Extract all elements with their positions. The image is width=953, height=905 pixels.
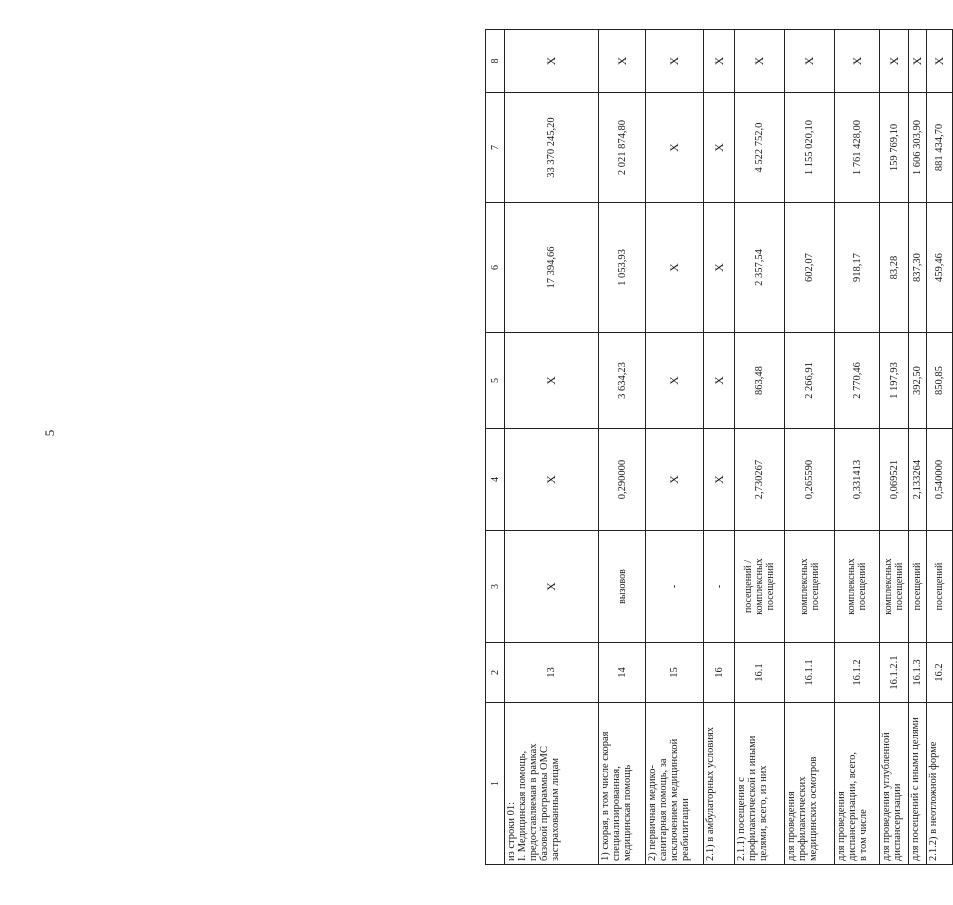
value-cell: 17 394,66 (505, 203, 599, 333)
row-name-cell (704, 703, 735, 865)
page-number: 5 (42, 429, 57, 437)
value-cell: X (646, 30, 704, 93)
row-name-cell (909, 703, 927, 865)
value-cell: 2 357,54 (735, 203, 785, 333)
unit-cell: комплексных посещений (880, 531, 909, 643)
value-cell: 2 770,46 (835, 333, 880, 429)
header-cell: 8 (486, 30, 505, 93)
row-name-line: профилактических (797, 776, 808, 861)
value-cell: 1 197,93 (880, 333, 909, 429)
row-name-line: застрахованным лицам (550, 757, 561, 861)
row-name-cell (880, 703, 909, 865)
value-cell: X (505, 30, 599, 93)
table-row (704, 30, 735, 865)
value-cell: X (599, 30, 646, 93)
row-name-line: специализированная, (611, 766, 622, 861)
row-name-line: I. Медицинская помощь, (517, 750, 528, 861)
row-name-cell (785, 703, 835, 865)
row-code-cell: 16.2 (927, 643, 953, 703)
table-row (785, 30, 835, 865)
value-cell: 602,07 (785, 203, 835, 333)
unit-cell: посещений (927, 531, 953, 643)
row-code-cell: 16.1.3 (909, 643, 927, 703)
unit-cell: - (646, 531, 704, 643)
value-cell: X (880, 30, 909, 93)
row-name-cell (735, 703, 785, 865)
value-cell: 918,17 (835, 203, 880, 333)
row-name-line: диспансеризации (892, 783, 903, 861)
value-cell: 1 053,93 (599, 203, 646, 333)
unit-cell: X (505, 531, 599, 643)
value-cell: X (704, 203, 735, 333)
value-cell: X (704, 333, 735, 429)
unit-line: комплексных посещений (754, 558, 776, 615)
row-name-line: 1) скорая, в том числе скорая (600, 731, 611, 861)
row-name-line: исключением медицинской (669, 738, 680, 861)
row-code-cell: 16.1.2.1 (880, 643, 909, 703)
value-cell: 0,540000 (927, 429, 953, 531)
value-cell: X (646, 333, 704, 429)
unit-cell: комплексных посещений (835, 531, 880, 643)
row-name-line: базовой программы ОМС (539, 746, 550, 861)
value-cell: X (505, 429, 599, 531)
unit-cell: комплексных посещений (785, 531, 835, 643)
header-cell: 3 (486, 531, 505, 643)
value-cell: X (646, 93, 704, 203)
value-cell: X (704, 93, 735, 203)
row-name-cell (599, 703, 646, 865)
row-code-cell: 13 (505, 643, 599, 703)
row-code-cell: 14 (599, 643, 646, 703)
row-name-cell (927, 703, 953, 865)
row-name-line: предоставляемая в рамках (528, 743, 539, 861)
header-cell: 5 (486, 333, 505, 429)
table-row (599, 30, 646, 865)
row-name-line: 2.1) в амбулаторных условиях (705, 726, 716, 861)
table-row (927, 30, 953, 865)
unit-cell: посещений (909, 531, 927, 643)
value-cell: 881 434,70 (927, 93, 953, 203)
row-name-line: для проведения углубленной (881, 732, 892, 861)
row-name-line: в том числе (858, 809, 869, 861)
header-cell: 6 (486, 203, 505, 333)
row-code-cell: 16.1.2 (835, 643, 880, 703)
value-cell: 83,28 (880, 203, 909, 333)
unit-cell: вызовов (599, 531, 646, 643)
value-cell: X (646, 429, 704, 531)
table-row (880, 30, 909, 865)
value-cell: 2 021 874,80 (599, 93, 646, 203)
row-code-cell: 16 (704, 643, 735, 703)
value-cell: 3 634,23 (599, 333, 646, 429)
unit-cell (735, 531, 785, 643)
value-cell: X (704, 30, 735, 93)
row-code-cell: 16.1 (735, 643, 785, 703)
row-name-line: 2.1.2) в неотложной форме (928, 741, 939, 861)
table-row (505, 30, 599, 865)
row-name-cell (505, 703, 599, 865)
row-code-cell: 15 (646, 643, 704, 703)
value-cell: X (704, 429, 735, 531)
row-name-line: медицинских осмотров (808, 756, 819, 861)
value-cell: X (909, 30, 927, 93)
value-cell: 0,069521 (880, 429, 909, 531)
value-cell: 1 155 020,10 (785, 93, 835, 203)
value-cell: 2,133264 (909, 429, 927, 531)
unit-cell: - (704, 531, 735, 643)
row-name-line: медицинская помощь (622, 764, 633, 861)
value-cell: 837,30 (909, 203, 927, 333)
value-cell: X (735, 30, 785, 93)
value-cell: 850,85 (927, 333, 953, 429)
table-row (909, 30, 927, 865)
row-name-line: профилактической и иными (747, 735, 758, 861)
value-cell: X (505, 333, 599, 429)
row-name-line: для проведения (836, 791, 847, 861)
value-cell: 863,48 (735, 333, 785, 429)
header-row (486, 30, 505, 865)
value-cell: 2 266,91 (785, 333, 835, 429)
rotated-table-container (485, 30, 946, 865)
row-name-line: санитарная помощь, за (658, 758, 669, 861)
value-cell: 4 522 752,0 (735, 93, 785, 203)
row-name-cell (646, 703, 704, 865)
row-name-line: реабилитации (680, 798, 691, 861)
row-name-line: для посещений с иными целями (910, 717, 921, 861)
tariff-table (485, 29, 953, 865)
row-name-line: 2) первичная медико- (647, 765, 658, 861)
header-cell: 4 (486, 429, 505, 531)
value-cell: 0,331413 (835, 429, 880, 531)
header-cell: 1 (486, 703, 505, 865)
value-cell: 33 370 245,20 (505, 93, 599, 203)
value-cell: X (785, 30, 835, 93)
row-name-line: из строки 01: (506, 801, 517, 861)
value-cell: 1 761 428,00 (835, 93, 880, 203)
value-cell: 159 769,10 (880, 93, 909, 203)
header-cell: 7 (486, 93, 505, 203)
header-cell: 2 (486, 643, 505, 703)
value-cell: 1 606 303,90 (909, 93, 927, 203)
value-cell: 392,50 (909, 333, 927, 429)
table-row (646, 30, 704, 865)
value-cell: 2,730267 (735, 429, 785, 531)
row-name-line: диспансеризации, всего, (847, 751, 858, 861)
value-cell: 459,46 (927, 203, 953, 333)
row-name-line: для проведения (786, 791, 797, 861)
row-name-line: 2.1.1) посещения с (736, 777, 747, 861)
table-row (735, 30, 785, 865)
row-code-cell: 16.1.1 (785, 643, 835, 703)
row-name-cell (835, 703, 880, 865)
value-cell: 0,265590 (785, 429, 835, 531)
row-name-line: целями, всего, из них (758, 765, 769, 861)
value-cell: X (646, 203, 704, 333)
value-cell: X (835, 30, 880, 93)
value-cell: 0,290000 (599, 429, 646, 531)
unit-line: посещений / (743, 559, 754, 614)
table-row (835, 30, 880, 865)
value-cell: X (927, 30, 953, 93)
